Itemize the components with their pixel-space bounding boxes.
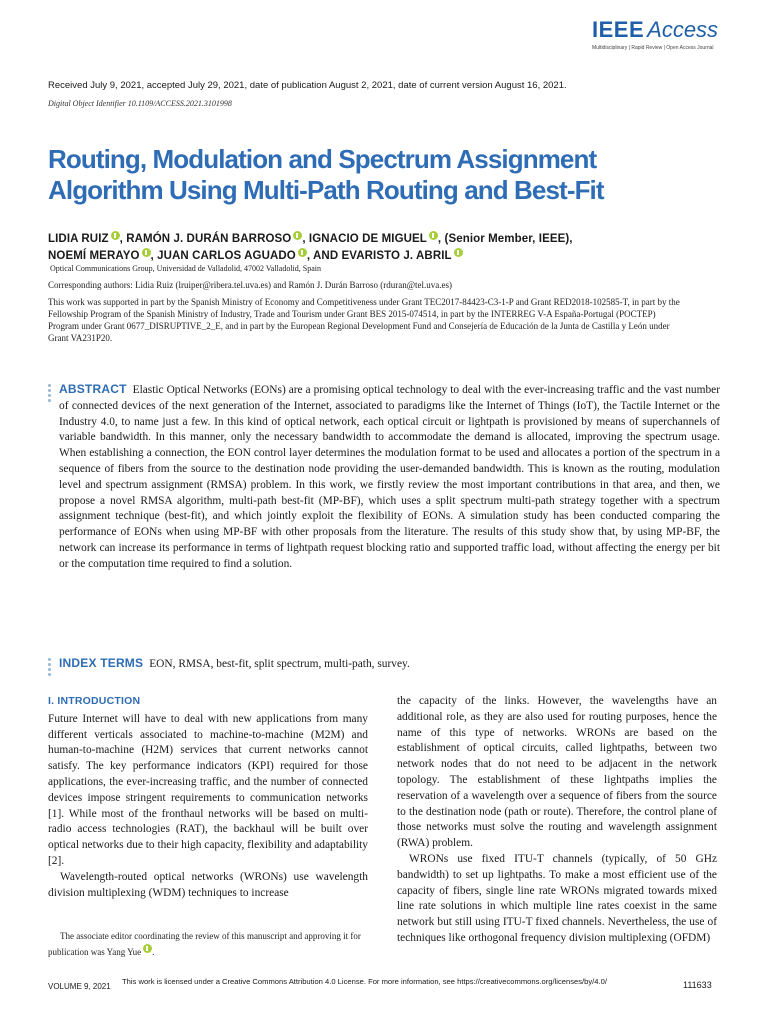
- author-list: [48, 231, 728, 265]
- author-name: , RAMÓN J. DURÁN BARROSO: [119, 233, 292, 245]
- author-name: , AND EVARISTO J. ABRIL: [306, 250, 452, 262]
- abstract: [59, 382, 720, 573]
- orcid-icon[interactable]: [143, 944, 152, 953]
- orcid-icon[interactable]: [298, 248, 307, 257]
- funding-statement: This work was supported in part by the Spanish Ministry of Economy and Competitiveness under Grant TEC2017-84423-C3-1-P and Grant RED2018-102585-T, in part by the Fellowship Program of the Spanish Ministry of Industry, Trade and Tourism under Grant BES 2015-074514, in part by the INTERREG V-A España-Portugal (POCTEP) Program under Grant 0677_DISRUPTIVE_2_E, and in part by the European Regional Development Fund and Consejería de Educación de la Junta de Castilla y León under Grant VA231P20.: [48, 297, 680, 343]
- body-paragraph: Wavelength-routed optical networks (WRONs) use wavelength division multiplexing (WDM) techniques to increase: [48, 870, 368, 899]
- orcid-icon[interactable]: [429, 231, 438, 240]
- orcid-icon[interactable]: [293, 231, 302, 240]
- index-terms-section: [48, 656, 720, 673]
- orcid-icon[interactable]: [454, 248, 463, 257]
- received-dates: Received July 9, 2021, accepted July 29, 2021, date of publication August 2, 2021, date of current version August 16, 2021.: [48, 80, 567, 91]
- index-terms-text: EON, RMSA, best-fit, split spectrum, multi-path, survey.: [149, 658, 410, 670]
- author-name: , IGNACIO DE MIGUEL: [302, 233, 427, 245]
- body-paragraph: the capacity of the links. However, the wavelengths have an additional role, as they are also used for routing purposes, hence the name of this type of networks. WRONs are based on the establishment of optical circuits, called lightpaths, between two network nodes that do not need to be adjacent in the network topology. The establishment of these lightpaths implies the reservation of a wavelength over a sequence of fibers from the source to the destination node (path or route). Therefore, the control plane of those networks must solve the routing and wavelength assignment (RWA) problem.: [397, 695, 717, 850]
- index-terms-label: INDEX TERMS: [59, 656, 144, 670]
- volume-info: VOLUME 9, 2021: [48, 982, 111, 991]
- author-membership: , (Senior Member, IEEE),: [437, 233, 573, 245]
- section-marker-icon: [48, 384, 52, 404]
- author-name: LIDIA RUIZ: [48, 233, 109, 245]
- page-number: 111633: [683, 980, 712, 990]
- index-terms: [59, 656, 720, 673]
- abstract-section: [48, 382, 720, 573]
- right-column: [397, 694, 717, 947]
- editor-footnote: The associate editor coordinating the review of this manuscript and approving it for publication was Yang Yue .: [48, 931, 361, 957]
- section-heading: I. INTRODUCTION: [48, 695, 141, 707]
- license-notice[interactable]: This work is licensed under a Creative Commons Attribution 4.0 License. For more information, see https://creativecommons.org/licenses/by/4.0/: [122, 977, 607, 986]
- affiliation: Optical Communications Group, Universidad de Valladolid, 47002 Valladolid, Spain: [50, 264, 322, 273]
- author-name: NOEMÍ MERAYO: [48, 250, 140, 262]
- body-paragraph: WRONs use fixed ITU-T channels (typically, of 50 GHz bandwidth) to set up lightpaths. To make a most efficient use of the capacity of fibers, single line rate WRONs migrated towards mixed line rate solutions in which multiple line rates coexist in the same network but still using ITU-T fixed channels. Nevertheless, the use of techniques like orthogonal frequency division multiplexing (OFDM): [397, 852, 717, 944]
- body-paragraph: Future Internet will have to deal with new applications from many different verticals associated to machine-to-machine (M2M) and human-to-machine (H2M) services that current networks cannot satisfy. The key performance indicators (KPI) required for those applications, the ever-increasing traffic, and the number of connected devices impose stringent requirements to communication networks [1]. While most of the fronthaul networks will be based on multi-radio access technologies (RAT), the backhaul will be built over optical networks due to their high capacity, flexibility and adaptability [2].: [48, 712, 369, 867]
- left-column: [48, 694, 368, 901]
- logo-tagline: Multidisciplinary | Rapid Review | Open Access Journal: [592, 45, 714, 51]
- logo-wordmark: IEEE Access: [592, 17, 719, 42]
- paper-title: Routing, Modulation and Spectrum Assignment Algorithm Using Multi-Path Routing and Best-Fit: [48, 144, 604, 205]
- doi: Digital Object Identifier 10.1109/ACCESS.2021.3101998: [48, 99, 232, 108]
- orcid-icon[interactable]: [111, 231, 120, 240]
- section-marker-icon: [48, 658, 52, 678]
- abstract-text: Elastic Optical Networks (EONs) are a promising optical technology to deal with the ever-increasing traffic and the vast number of connected devices of the next generation of the Internet, associated to paradigms like the Internet of Things (IoT), the Tactile Internet or the Industry 4.0, to name just a few. In this kind of optical network, each optical circuit or lightpath is provisioned by means of superchannels of variable bandwidth. In this manner, only the necessary bandwidth to accommodate the demand is allocated, improving the spectrum usage. When establishing a connection, the EON control layer determines the modulation format to be used and allocates a portion of the spectrum in a sequence of fibers from the source to the destination node providing the user-demanded bandwidth. This is known as the routing, modulation level and spectrum assignment (RMSA) problem. In this work, we firstly review the most important contributions in that area, and then, we propose a novel RMSA algorithm, multi-path best-fit (MP-BF), which uses a split spectrum multi-path strategy together with a spectrum assignment technique (best-fit), and which jointly exploit the flexibility of EONs. A simulation study has been conducted comparing the performance of EONs when using MP-BF with other proposals from the literature. The results of this study show that, by using MP-BF, the network can increase its performance in terms of lightpath request blocking ratio and supported traffic load, without affecting the energy per bit or the computation time required to find a solution.: [59, 384, 720, 570]
- corresponding-authors: Corresponding authors: Lidia Ruiz (lruiper@ribera.tel.uva.es) and Ramón J. Durán Barroso (rduran@tel.uva.es): [48, 280, 452, 290]
- abstract-label: ABSTRACT: [59, 382, 127, 396]
- orcid-icon[interactable]: [142, 248, 151, 257]
- journal-logo: [592, 18, 722, 58]
- author-name: , JUAN CARLOS AGUADO: [150, 250, 296, 262]
